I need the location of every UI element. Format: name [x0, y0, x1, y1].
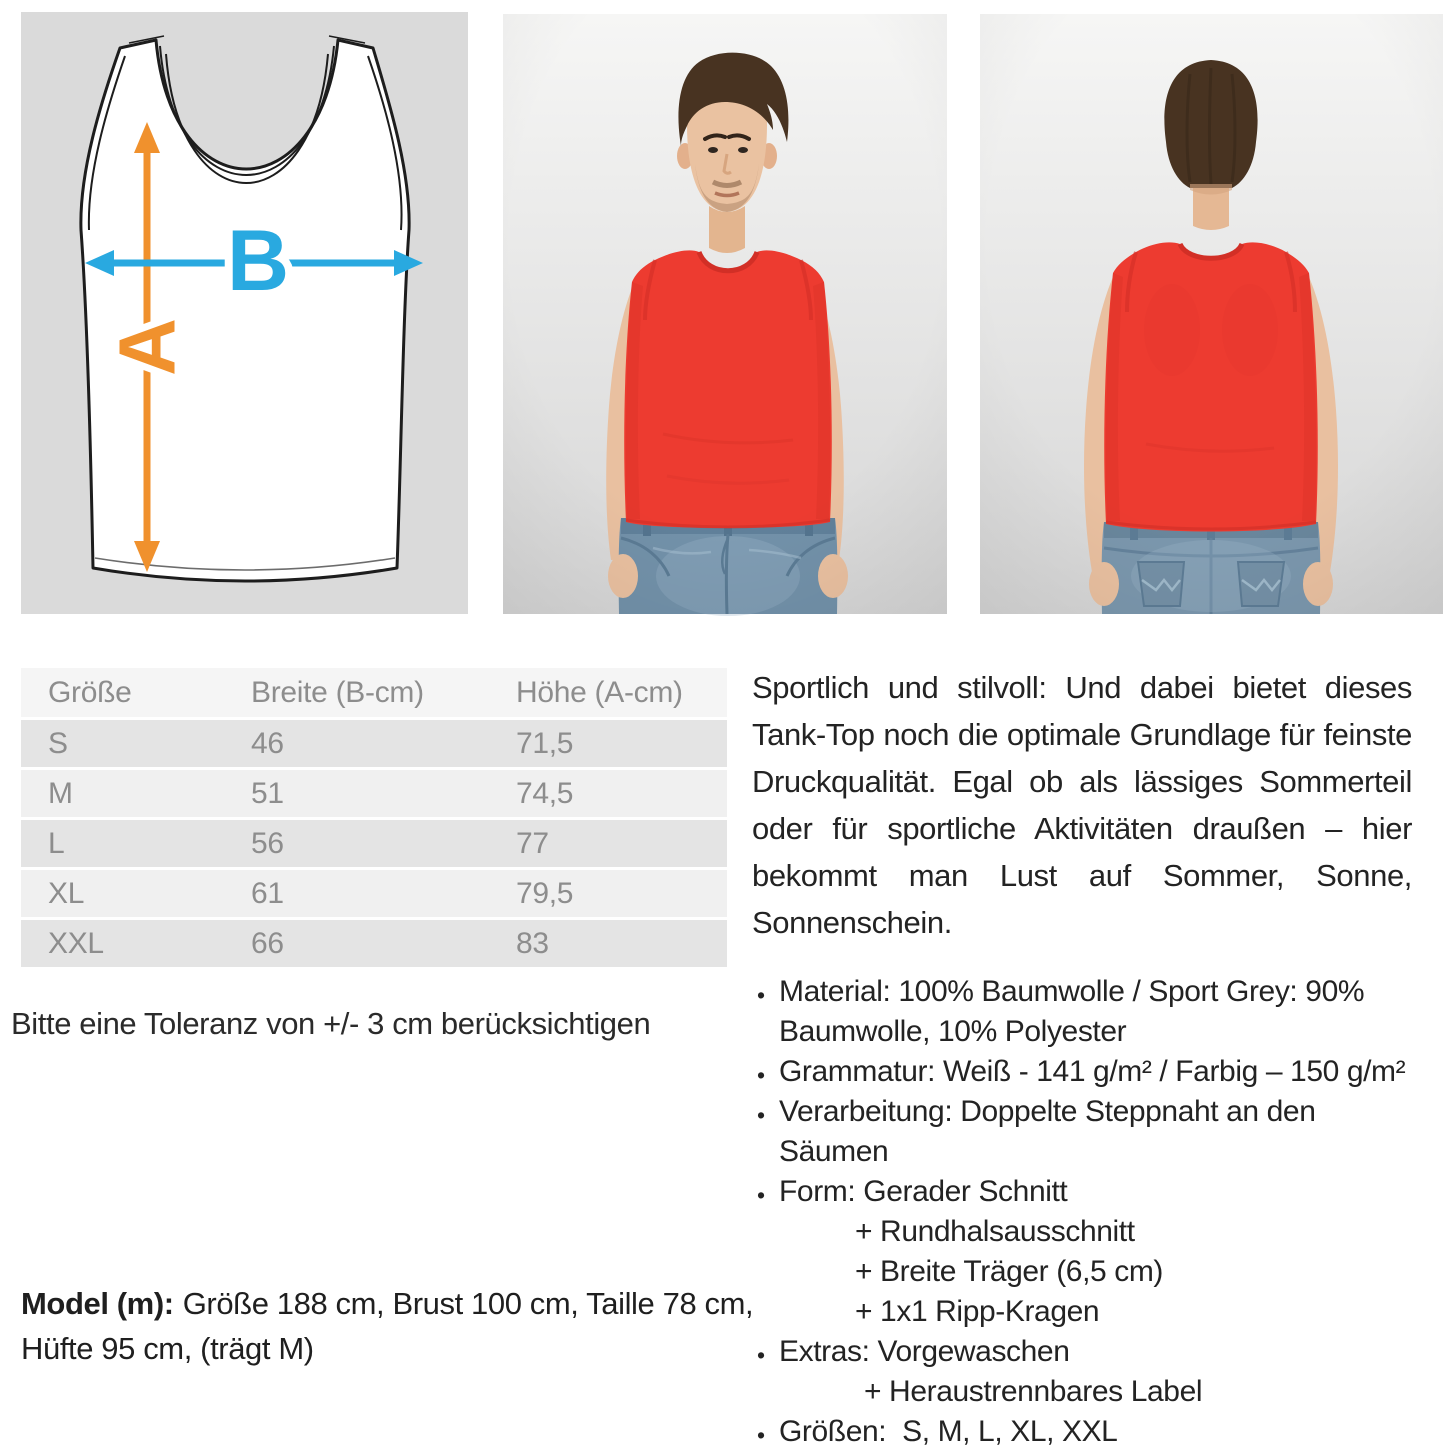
size-diagram-image — [21, 12, 468, 614]
table-cell: 71,5 — [516, 726, 574, 760]
table-cell: 66 — [251, 926, 284, 960]
description-bullet-item — [752, 1412, 1412, 1452]
description-sub-item — [752, 1372, 1412, 1412]
description-item-text: Grammatur: Weiß - 141 g/m² / Farbig – 150 g/m² — [779, 1055, 1406, 1088]
size-table — [21, 668, 727, 970]
description-intro: Sportlich und stilvoll: Und dabei bietet dieses Tank-Top noch die optimale Grundlage für feinste Druckqualität. Egal ob als lässiges Sommerteil oder für sportliche Aktivitäten draußen – hier bekommt man Lust auf Sommer, Sonne, Sonnenschein. — [752, 670, 1412, 940]
table-cell: 79,5 — [516, 876, 574, 910]
description-sub-item — [752, 1252, 1412, 1292]
table-cell: S — [48, 726, 68, 760]
description-sub-item — [752, 1212, 1412, 1252]
table-row — [21, 920, 727, 967]
description-bullet-item — [752, 1092, 1412, 1172]
bullet-dot: • — [757, 1342, 765, 1368]
table-header-size: Größe — [48, 675, 132, 709]
model-back-photo — [980, 14, 1443, 614]
table-header-width: Breite (B-cm) — [251, 675, 424, 709]
bullet-dot: • — [757, 1182, 765, 1208]
bullet-dot: • — [757, 1062, 765, 1088]
description-item-text: Extras: Vorgewaschen — [779, 1335, 1070, 1368]
description-item-text: + Rundhalsausschnitt — [855, 1215, 1135, 1248]
description-bullet-item — [752, 1172, 1412, 1212]
table-row — [21, 770, 727, 817]
description-bullet-item — [752, 1052, 1412, 1092]
table-cell: 61 — [251, 876, 284, 910]
table-cell: 83 — [516, 926, 549, 960]
description-items — [752, 972, 1412, 1452]
bullet-dot: • — [757, 1102, 765, 1128]
description-bullet-item — [752, 1332, 1412, 1372]
bullet-dot: • — [757, 1422, 765, 1448]
table-cell: XL — [48, 876, 85, 910]
front-photo-vignette — [503, 14, 947, 614]
tank-top-drawing-svg — [21, 12, 468, 614]
table-cell: 74,5 — [516, 776, 574, 810]
table-cell: 51 — [251, 776, 284, 810]
back-photo-vignette — [980, 14, 1443, 614]
description-bullet-item — [752, 972, 1412, 1052]
arrow-a-label: A — [102, 318, 192, 376]
table-cell: 46 — [251, 726, 284, 760]
description-item-text: + 1x1 Ripp-Kragen — [855, 1295, 1100, 1328]
table-cell: 56 — [251, 826, 284, 860]
table-header-height: Höhe (A-cm) — [516, 675, 683, 709]
table-row — [21, 820, 727, 867]
tolerance-note: Bitte eine Toleranz von +/- 3 cm berücksichtigen — [11, 1006, 651, 1041]
table-cell: XXL — [48, 926, 104, 960]
model-info-label: Model (m): — [21, 1286, 174, 1321]
size-table-body — [21, 720, 727, 967]
table-cell: 77 — [516, 826, 549, 860]
description-sub-item — [752, 1292, 1412, 1332]
table-header-row — [21, 668, 727, 717]
table-row — [21, 870, 727, 917]
description-item-text: Form: Gerader Schnitt — [779, 1175, 1068, 1208]
model-info-details: Größe 188 cm, Brust 100 cm, Taille 78 cm, Hüfte 95 cm, (trägt M) — [21, 1286, 754, 1366]
description-item-text: + Heraustrennbares Label — [864, 1375, 1203, 1408]
description-item-text: + Breite Träger (6,5 cm) — [855, 1255, 1164, 1288]
model-info — [21, 1281, 756, 1371]
bullet-dot: • — [757, 982, 765, 1008]
table-cell: L — [48, 826, 65, 860]
table-cell: M — [48, 776, 73, 810]
description-item-text: Material: 100% Baumwolle / Sport Grey: 90% Baumwolle, 10% Polyester — [779, 975, 1365, 1048]
description-item-text: Größen: S, M, L, XL, XXL — [779, 1415, 1118, 1448]
description-item-text: Verarbeitung: Doppelte Steppnaht an den Säumen — [779, 1095, 1316, 1168]
model-front-svg — [503, 14, 947, 614]
model-back-svg — [980, 14, 1443, 614]
arrow-b-label: B — [226, 213, 290, 309]
model-front-photo — [503, 14, 947, 614]
table-row — [21, 720, 727, 767]
product-description — [752, 664, 1412, 1452]
